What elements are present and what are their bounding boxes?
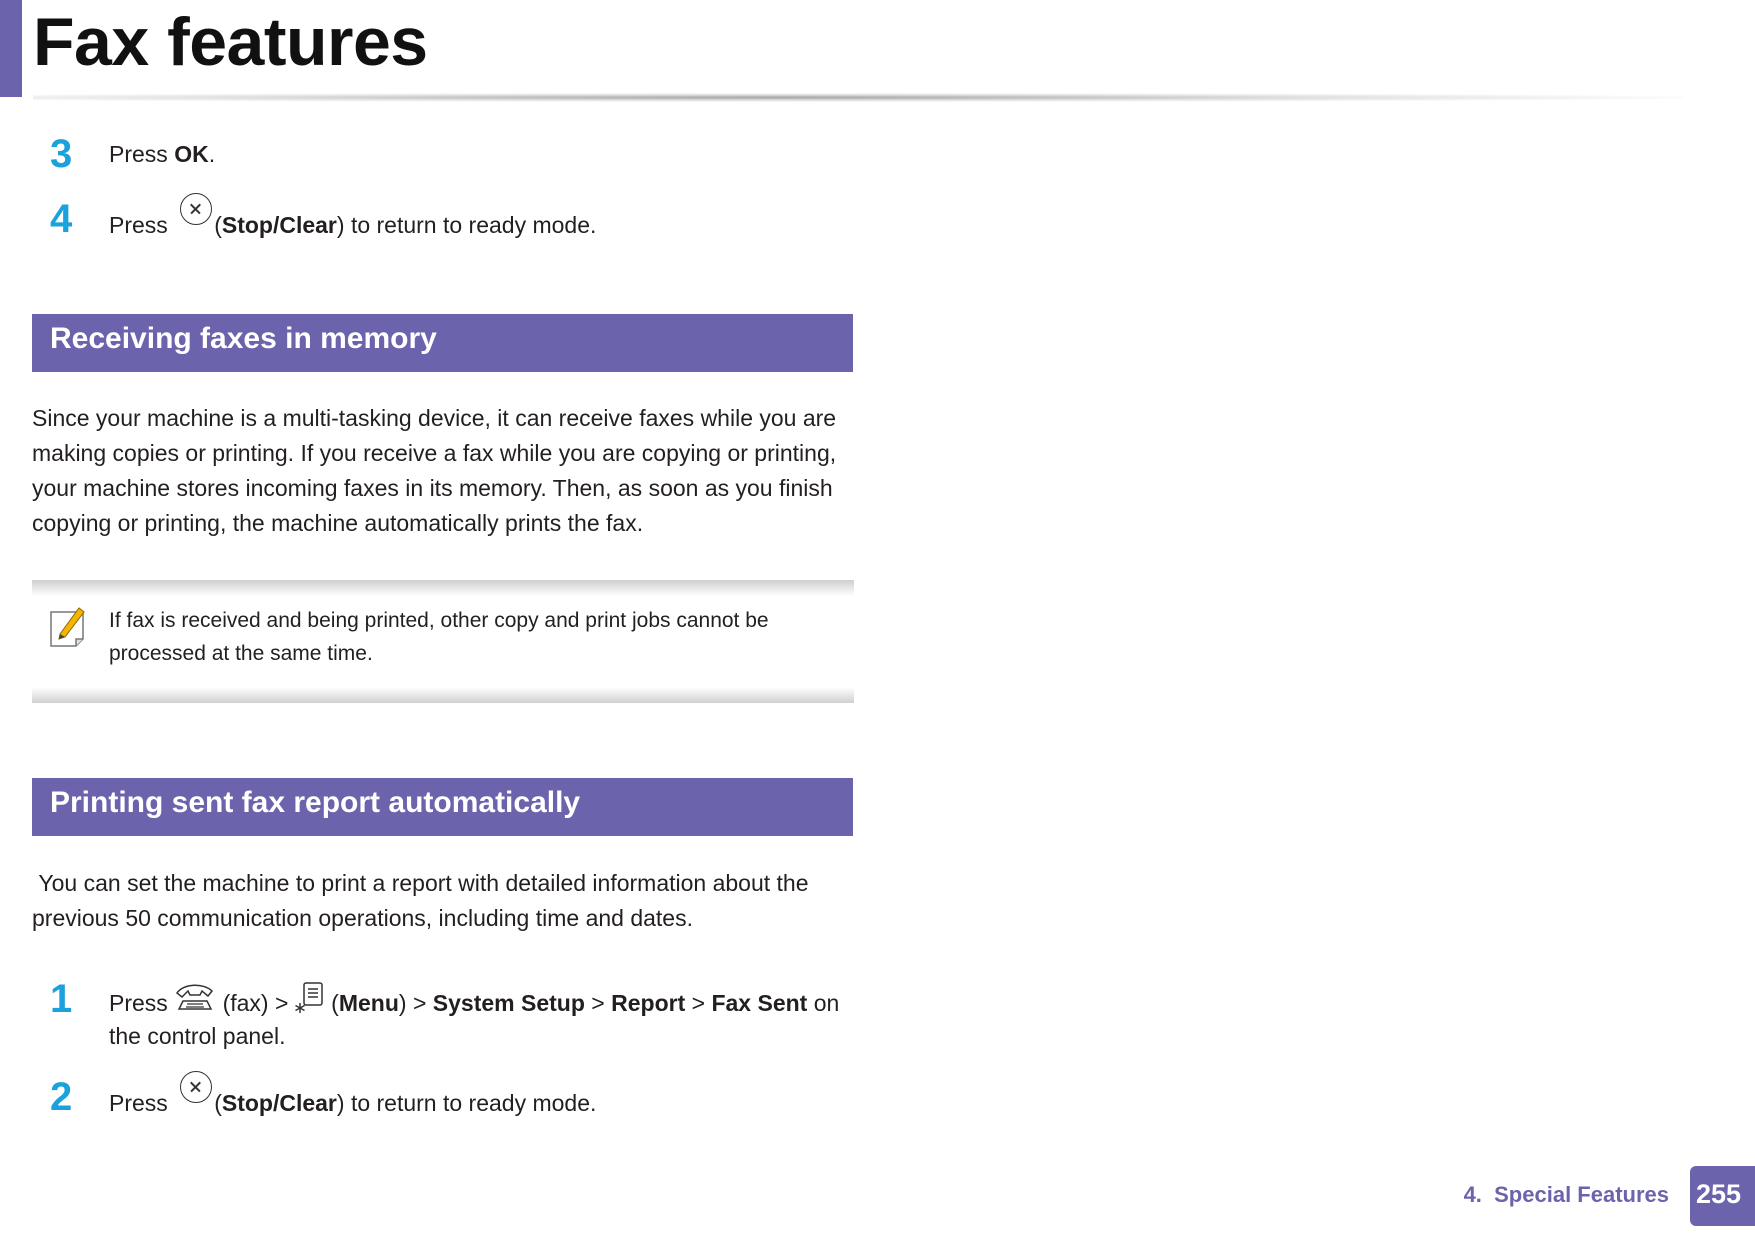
stop-clear-icon (180, 193, 212, 225)
footer-section-label: 4. Special Features (1463, 1182, 1669, 1207)
menu-icon (295, 981, 325, 1015)
step-text (109, 1081, 849, 1120)
report-label: Report (611, 990, 686, 1016)
section-body: Since your machine is a multi-tasking device, it can receive faxes while you are making copies or printing. If you receive a fax while you are copying or printing, your machine stores incoming faxes in its memory. Then, as soon as you finish copying or printing, the machine automatically prints the fax. (32, 405, 837, 536)
note-box (32, 580, 854, 703)
section-heading: Receiving faxes in memory (50, 322, 437, 355)
title-divider (33, 93, 1683, 102)
note-pencil-icon (48, 604, 86, 648)
system-setup-label: System Setup (432, 990, 585, 1016)
step-text-part: ) to return to ready mode. (336, 212, 597, 238)
step-number: 3 (50, 132, 73, 176)
page-title: Fax features (33, 4, 428, 80)
ok-label: OK (174, 141, 209, 167)
step-text-part: ) > (398, 990, 433, 1016)
section-header-printing-sent-fax-report (32, 778, 853, 836)
step-text-part: Press (109, 212, 175, 238)
step-text-part: ) to return to ready mode. (336, 1090, 597, 1116)
step-text-part: Press (109, 141, 175, 167)
note-text: If fax is received and being printed, other copy and print jobs cannot be processed at the same time. (109, 609, 769, 665)
stop-clear-label: Stop/Clear (221, 1090, 337, 1116)
step-text-part: (fax) > (216, 990, 295, 1016)
section-body: You can set the machine to print a report with detailed information about the previous 50 communication operations, including time and dates. (32, 870, 815, 931)
section-header-receiving-faxes (32, 314, 853, 372)
step-text-part: Press (109, 990, 175, 1016)
title-accent-bar (0, 0, 22, 97)
step-text (109, 203, 849, 242)
step-number: 2 (50, 1075, 73, 1119)
menu-label: Menu (338, 990, 399, 1016)
step-number: 1 (50, 977, 73, 1021)
step-text-part: . (208, 141, 216, 167)
step-text-part: > (685, 990, 712, 1016)
section-heading: Printing sent fax report automatically (50, 786, 581, 819)
fax-icon (174, 979, 216, 1013)
step-text-part: > (584, 990, 612, 1016)
step-number: 4 (50, 197, 73, 241)
step-text-part: ( (324, 990, 339, 1016)
step-text (109, 983, 849, 1053)
page-number-badge (1690, 1166, 1755, 1226)
step-text-part: ( (214, 212, 222, 238)
step-text (109, 138, 849, 171)
step-text-part: Press (109, 1090, 175, 1116)
step-text-part: on the control panel. (109, 990, 840, 1049)
step-text-part: ( (214, 1090, 222, 1116)
note-bottom-rule (32, 687, 854, 703)
note-top-rule (32, 580, 854, 596)
stop-clear-label: Stop/Clear (221, 212, 337, 238)
stop-clear-icon (180, 1071, 212, 1103)
fax-sent-label: Fax Sent (711, 990, 808, 1016)
page-number: 255 (1696, 1179, 1742, 1209)
